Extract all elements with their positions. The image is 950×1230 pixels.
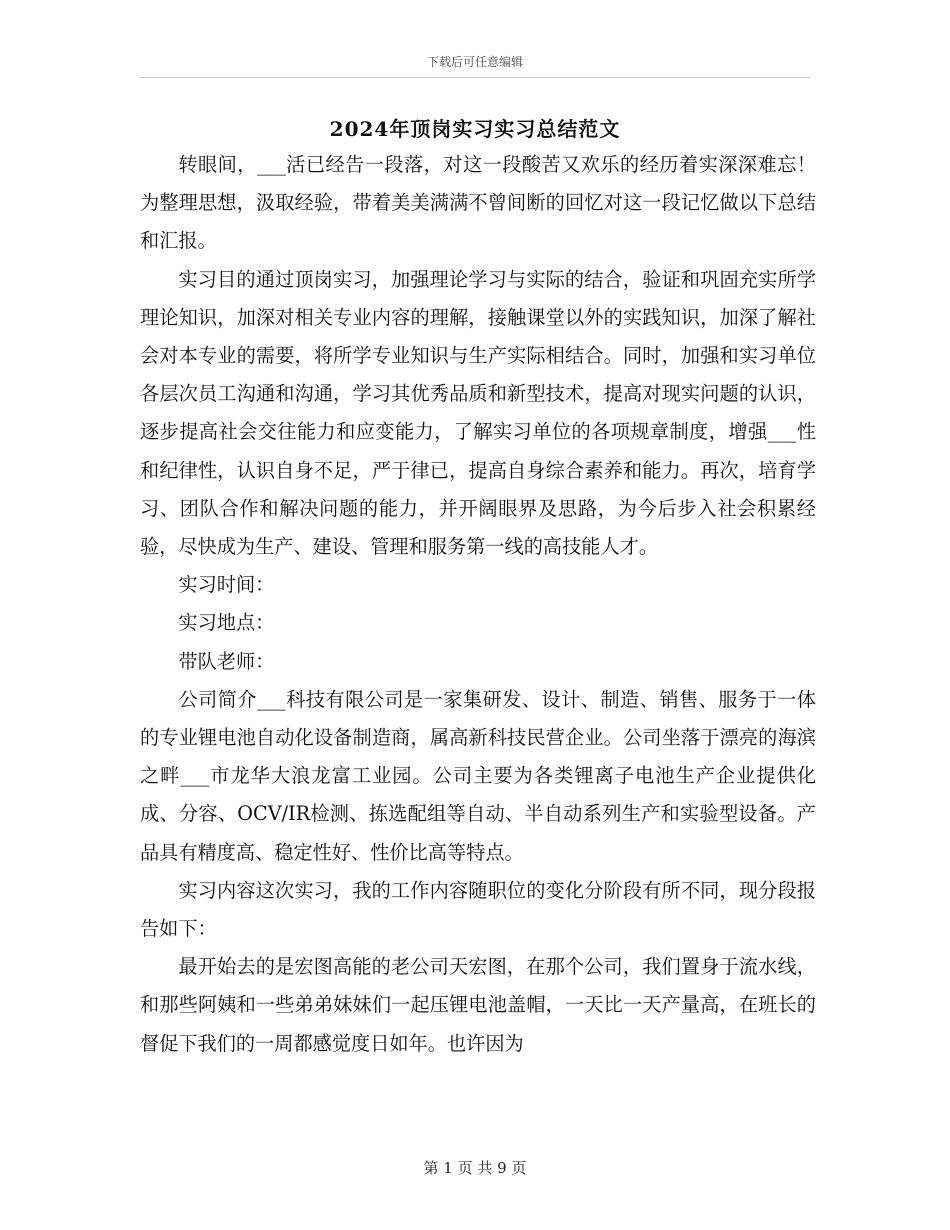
paragraph-first-stage: 最开始去的是宏图高能的老公司天宏图，在那个公司，我们置身于流水线，和那些阿姨和一些弟弟妹妹们一起压锂电池盖帽，一天比一天产量高，在班长的督促下我们的一周都感觉度日如年。也许因为 bbox=[140, 955, 816, 1055]
paragraph-company: 公司简介___科技有限公司是一家集研发、设计、制造、销售、服务于一体的专业锂电池自动化设备制造商，属高新科技民营企业。公司坐落于漂亮的海滨之畔___市龙华大浪龙富工业园。公司主要为各类锂离子电池生产企业提供化成、分容、OCV/IR检测、拣选配组等自动、半自动系列生产和实验型设备。产品具有精度高、稳定性好、性价比高等特点。 bbox=[140, 687, 816, 864]
document-body bbox=[140, 146, 816, 1063]
paragraph-teacher: 带队老师： bbox=[178, 649, 275, 673]
paragraph-location: 实习地点： bbox=[178, 611, 275, 635]
paragraph-purpose: 实习目的通过顶岗实习，加强理论学习与实际的结合，验证和巩固充实所学理论知识，加深对相关专业内容的理解，接触课堂以外的实践知识，加深了解社会对本专业的需要，将所学专业知识与生产实际相结合。同时，加强和实习单位各层次员工沟通和沟通，学习其优秀品质和新型技术，提高对现实问题的认识，逐步提高社会交往能力和应变能力，了解实习单位的各项规章制度，增强___性和纪律性，认识自身不足，严于律已，提高自身综合素养和能力。再次，培育学习、团队合作和解决问题的能力，并开阔眼界及思路，为今后步入社会积累经验，尽快成为生产、建设、管理和服务第一线的高技能人才。 bbox=[140, 267, 816, 559]
paragraph-intro: 转眼间，___活已经告一段落，对这一段酸苦又欢乐的经历着实深深难忘！为整理思想，汲取经验，带着美美满满不曾间断的回忆对这一段记忆做以下总结和汇报。 bbox=[140, 153, 816, 253]
page-header: 下载后可任意编辑 bbox=[426, 55, 523, 69]
page-number: 第 1 页 共 9 页 bbox=[423, 1159, 527, 1177]
paragraph-time: 实习时间： bbox=[178, 573, 275, 597]
header-divider bbox=[140, 77, 810, 78]
paragraph-content: 实习内容这次实习，我的工作内容随职位的变化分阶段有所不同，现分段报告如下： bbox=[140, 878, 816, 941]
document-title: 2024年顶岗实习实习总结范文 bbox=[329, 117, 621, 141]
